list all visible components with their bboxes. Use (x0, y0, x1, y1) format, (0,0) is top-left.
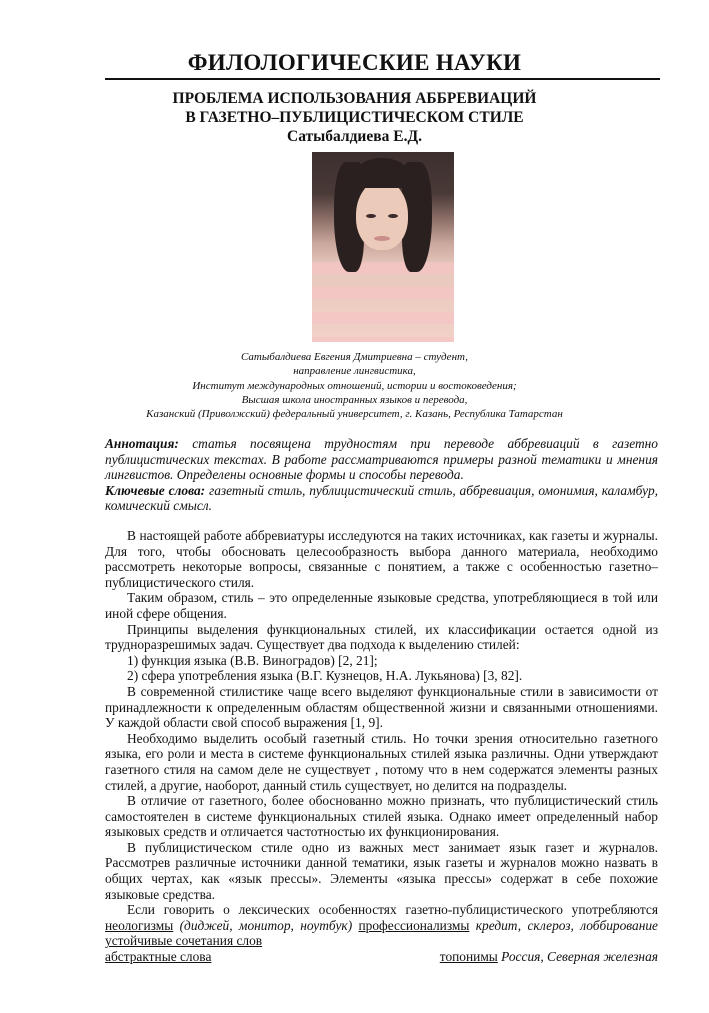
author-info-line: Высшая школа иностранных языков и перевода, (241, 393, 468, 406)
term-abstract-words: абстрактные слова (105, 949, 212, 965)
author-info-line: Казанский (Приволжский) федеральный университет, г. Казань, Республика Татарстан (146, 408, 563, 421)
term-toponyms: топонимы (439, 949, 498, 965)
last-line (105, 949, 658, 965)
term-neologisms: неологизмы (105, 917, 174, 933)
article-title-line2: В ГАЗЕТНО–ПУБЛИЦИСТИЧЕСКОМ СТИЛЕ (185, 109, 524, 126)
abstract (105, 436, 658, 514)
body-paragraph: В настоящей работе аббревиатуры исследуются на таких источниках, как газеты и журналы. Для того, чтобы обосновать целесообразность выбора данного материала, необходимо рассмотреть некоторые вопросы, связанные с понятием, а также с особенностью газетно–публицистического стиля. (105, 528, 658, 590)
article-body (105, 528, 658, 965)
abstract-text: статья посвящена трудностям при переводе аббревиаций в газетно публицистических текстах. В работе рассматриваются примеры разной тематики и мнения лингвистов. Определены основные формы и способы перевода. (105, 436, 658, 483)
p8-examples: (диджей, монитор, ноутбук) (173, 917, 359, 933)
author-photo (312, 152, 454, 342)
article-title-line1: ПРОБЛЕМА ИСПОЛЬЗОВАНИЯ АББРЕВИАЦИЙ (172, 90, 537, 107)
keywords-paragraph (105, 483, 658, 514)
header-rule (105, 78, 660, 80)
list-item: 1) функция языка (В.В. Виноградов) [2, 21]; (127, 652, 378, 668)
p8-text: Если говорить о лексических особенностях газетно-публицистического употребляются (127, 902, 658, 918)
article-author: Сатыбалдиева Е.Д. (287, 128, 422, 145)
abstract-paragraph (105, 436, 658, 483)
author-info-line: Сатыбалдиева Евгения Дмитриевна – студент, (240, 351, 468, 363)
body-paragraph: В современной стилистике чаще всего выделяют функциональные стили в зависимости от принадлежности к определенным областям общественной жизни и связанными отношениями. У каждой области свой способ выражения [1, 9]. (105, 683, 658, 731)
author-info-line: Институт международных отношений, истории и востоковедения; (192, 379, 517, 392)
body-paragraph: Таким образом, стиль – это определенные языковые средства, употребляющиеся в той или иной сфере общения. (105, 590, 658, 621)
body-paragraph: В отличие от газетного, более обоснованно можно признать, что публицистический стиль самостоятелен в системе функциональных стилей языка. Однако имеет определенный набор языковых средств и отличается частотностью их функционирования. (105, 793, 658, 840)
term-set-phrases: устойчивые сочетания слов (105, 933, 263, 949)
author-info (0, 350, 709, 421)
article-title (0, 89, 709, 146)
keywords-text: газетный стиль, публицистический стиль, аббревиация, омонимия, каламбур, комический смысл. (105, 482, 658, 514)
body-paragraph: Необходимо выделить особый газетный стиль. Но точки зрения относительно газетного языка, его роли и места в системе функциональных стилей языка различны. Одни утверждают газетного стиля на самом деле не существует , потому что в нем содержатся элементы разных стилей, а другие, наоборот, данный стиль существует, но делится на подразделы. (105, 730, 658, 793)
body-paragraph (105, 902, 658, 949)
body-paragraph: Принципы выделения функциональных стилей, их классификации остается одной из трудноразрешимых задач. Существует два подхода к выделению стилей: (105, 621, 658, 653)
toponym-examples: Россия, Северная железная (497, 949, 658, 965)
list-item: 2) сфера употребления языка (В.Г. Кузнецов, Н.А. Лукьянова) [3, 82]. (127, 668, 523, 684)
author-info-line: направление лингвистика, (293, 365, 416, 378)
section-title: ФИЛОЛОГИЧЕСКИЕ НАУКИ (187, 50, 522, 75)
keywords-label: Ключевые слова: (105, 482, 206, 498)
p8-examples: кредит, склероз, лоббирование (469, 917, 658, 933)
last-line-right (440, 949, 658, 965)
body-paragraph: В публицистическом стиле одно из важных мест занимает язык газет и журналов. Рассмотрев различные источники данной тематики, язык газеты и журналов можно назвать в общих чертах, как «язык прессы». Элементы «языка прессы» содержат в себе похожие языковые средства. (105, 839, 658, 902)
term-professionalisms: профессионализмы (358, 917, 470, 933)
abstract-label: Аннотация: (105, 436, 179, 451)
